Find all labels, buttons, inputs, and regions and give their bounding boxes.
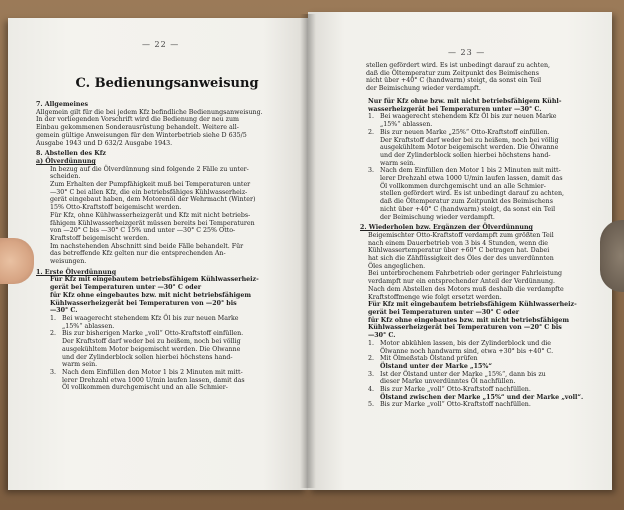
text-line: hat sich die Zähflüssigkeit des Öles der des unverdünnten — [368, 255, 554, 263]
text-line: nicht über +40° C (handwarm) steigt, da sonst ein Teil — [366, 77, 542, 85]
text-line: gerät eingebaut haben, dem Motorenöl der Wehrmacht (Winter) — [50, 196, 256, 204]
list-item — [50, 315, 298, 330]
text-line: dieser Marke unverdünntes Öl nachfüllen. — [380, 378, 516, 386]
text-line: lerer Drehzahl etwa 1000 U/min laufen lassen, damit das — [380, 175, 563, 183]
text-line: Bis zur neuen Marke „25%“ Otto-Kraftstoff einfüllen. — [380, 128, 550, 136]
section-title: 8. Abstellen des Kfz — [36, 150, 106, 158]
text-line: Ausgabe 1943 und D 632/2 Ausgabe 1943. — [36, 139, 173, 147]
page-number: — 22 — — [142, 40, 180, 49]
list-item — [50, 369, 298, 392]
text-line: Der Kraftstoff darf weder bei zu heißem, noch bei völlig — [380, 136, 559, 144]
subsection-title: 1. Erste Ölverdünnung — [36, 268, 117, 276]
text-line: —30° C bei allen Kfz, die ein betriebsfähiges Kühlwasserheiz- — [50, 188, 248, 196]
chapter-heading: C. Bedienungsanweisung — [75, 76, 259, 91]
text-line: Motor abkühlen lassen, bis der Zylinderblock und die — [380, 339, 552, 347]
text-line: Ölstand unter der Marke „15%“ — [380, 362, 493, 370]
text-line: Ist der Ölstand unter der Marke „15%“, dann bis zu — [380, 370, 546, 378]
text-line: Kraftstoff beigemischt werden. — [50, 234, 150, 242]
list-number: 3. — [50, 368, 57, 376]
text-line: der Beimischung wieder verdampft. — [380, 213, 495, 221]
text-line: Bis zur Marke „voll“ Otto-Kraftstoff nachfüllen. — [380, 386, 531, 394]
text-line: Kraftstoffmenge wie folgt ersetzt werden. — [368, 293, 502, 301]
condition-line: Kühlwasserheizgerät bei Temperaturen von —20° C bis — [368, 324, 562, 332]
condition-line: wasserheizgerät bei Temperaturen unter —30° C. — [368, 105, 542, 113]
text-line: Beigemischter Otto-Kraftstoff verdampft zum größten Teil — [368, 231, 554, 239]
text-line: Ölstand zwischen der Marke „15%“ und der Marke „voll“. — [380, 393, 584, 401]
text-line: ausgekühltem Motor beigemischt werden. Die Olwanne — [62, 345, 241, 353]
condition-line: gerät bei Temperaturen unter —30° C oder — [50, 284, 202, 292]
list-item — [368, 401, 606, 409]
list-number: 4. — [368, 386, 375, 394]
section-title: 7. Allgemeines — [36, 101, 89, 108]
list-number: 1. — [50, 314, 57, 322]
text-line: verdampft nur ein entsprechender Anteil der Verdünnung. — [368, 278, 556, 286]
text-line: Nach dem Abstellen des Motors muß deshalb die verdampfte — [368, 285, 564, 293]
text-line: und der Zylinderblock sollen hierbei höchstens hand- — [62, 353, 233, 361]
book-spine — [300, 14, 316, 488]
text-line: Nach dem Einfüllen den Motor 1 bis 2 Minuten mit mitt- — [62, 368, 243, 376]
text-line: daß die Öltemperatur zum Zeitpunkt des Beimischens — [380, 198, 553, 206]
text-line: Kühlwassertemperatur über +60° C betragen hat. Dabei — [368, 247, 550, 255]
text-line: warm sein. — [62, 361, 98, 369]
text-line: Einbau gekommenen Sonderausrüstung behandelt. Weitere all- — [36, 124, 239, 132]
text-line: Ölwanne noch handwarm sind, etwa +30° bis +40° C. — [380, 347, 554, 355]
left-page — [8, 18, 308, 490]
text-line: Für Kfz, ohne Kühlwasserheizgerät und Kfz mit nicht betriebs- — [50, 211, 251, 219]
condition-line: gerät bei Temperaturen unter —30° C oder — [368, 308, 520, 316]
list-number: 3. — [368, 370, 375, 378]
text-line: Bis zur bisherigen Marke „voll“ Otto-Kraftstoff einfüllen. — [62, 330, 244, 338]
list-number: 1. — [368, 113, 375, 121]
condition-line: —30° C. — [50, 307, 78, 315]
text-line: Bis zur Marke „voll“ Otto-Kraftstoff nachfüllen. — [380, 401, 531, 409]
text-line: Öles angeglichen. — [368, 262, 426, 270]
text-line: In der vorliegenden Vorschrift wird die Bedienung der neu zum — [36, 116, 240, 124]
text-line: stellen gefördert wird. Es ist unbedingt darauf zu achten, — [366, 62, 551, 69]
list-number: 1. — [368, 339, 375, 347]
list-item — [368, 386, 606, 401]
text-line: lerer Drehzahl etwa 1000 U/min laufen lassen, damit das — [62, 376, 245, 384]
right-page-content-top — [366, 62, 602, 93]
text-line: weisungen. — [50, 258, 87, 266]
condition-line: für Kfz ohne eingebautes bzw. mit nicht betriebsfähigem — [50, 291, 252, 299]
condition-line: Nur für Kfz ohne bzw. mit nicht betriebsfähigem Kühl- — [368, 98, 562, 105]
text-line: ausgekühltem Motor beigemischt werden. Die Ölwanne — [380, 144, 559, 152]
list-number: 2. — [50, 330, 57, 338]
list-item — [368, 167, 606, 221]
list-item — [368, 129, 606, 168]
text-line: Bei unterbrochenem Fahrbetrieb oder geringer Fahrleistung — [368, 270, 563, 278]
thumb-left — [0, 238, 34, 284]
text-line: „15%“ ablassen. — [62, 322, 115, 330]
thumb-right — [600, 220, 624, 292]
list-number: 2. — [368, 355, 375, 363]
text-line: Bei waagerecht stehendem Kfz Öl bis zur neuen Marke — [62, 314, 239, 322]
text-line: nicht über +40° C (handwarm) steigt, da sonst ein Teil — [380, 205, 556, 213]
text-line: Nach dem Einfüllen den Motor 1 bis 2 Minuten mit mitt- — [380, 167, 561, 175]
text-line: Allgemein gilt für die bei jedem Kfz befindliche Bedienungsanweisung. — [36, 108, 263, 116]
text-line: Mit Ölmeßstab Ölstand prüfen — [380, 355, 478, 363]
list-item — [50, 330, 298, 369]
subsection-title: 2. Wiederholen bzw. Ergänzen der Ölverdünnung — [360, 224, 533, 232]
list-item — [368, 371, 606, 386]
condition-line: —30° C. — [368, 332, 396, 340]
condition-line: Für Kfz mit eingebautem betriebsfähigem Kühlwasserheiz- — [368, 301, 577, 309]
text-line: fähigem Kühlwasserheizgerät müssen bereits bei Temperaturen — [50, 219, 255, 227]
text-line: Öl vollkommen durchgemischt und an alle Schmier- — [62, 384, 228, 392]
condition-line: für Kfz ohne eingebautes bzw. mit nicht betriebsfähigem — [368, 316, 570, 324]
list-number: 3. — [368, 167, 375, 175]
text-line: „15%“ ablassen. — [380, 121, 433, 129]
subsection-title: a) Ölverdünnung — [36, 157, 96, 165]
text-line: scheiden. — [50, 173, 81, 181]
page-number: — 23 — — [448, 48, 486, 57]
text-line: Der Kraftstoff darf weder bei zu heißem, noch bei völlig — [62, 338, 241, 346]
text-line: daß die Öltemperatur zum Zeitpunkt des Beimischens — [366, 69, 539, 77]
text-line: warm sein. — [380, 159, 416, 167]
text-line: Bei waagerecht stehendem Kfz Öl bis zur neuen Marke — [380, 113, 557, 121]
text-line: das betreffende Kfz gelten nur die entsprechenden An- — [50, 250, 226, 258]
condition-line: Kühlwasserheizgerät bei Temperaturen von —20° bis — [50, 299, 237, 307]
list-item — [368, 355, 606, 370]
text-line: Öl vollkommen durchgemischt und an alle Schmier- — [380, 182, 546, 190]
text-line: Im nachstehenden Abschnitt sind beide Fälle behandelt. Für — [50, 242, 244, 250]
text-line: nach einem Dauerbetrieb von 3 bis 4 Stunden, wenn die — [368, 239, 549, 247]
text-line: Zum Erhalten der Pumpfähigkeit muß bei Temperaturen unter — [50, 181, 251, 189]
list-number: 5. — [368, 401, 375, 409]
text-line: stellen gefördert wird. Es ist unbedingt darauf zu achten, — [380, 190, 565, 198]
list-number: 2. — [368, 128, 375, 136]
text-line: und der Zylinderblock sollen hierbei höchstens hand- — [380, 151, 551, 159]
text-line: von —20° C bis —30° C 15% und unter —30° C 25% Otto- — [50, 227, 236, 235]
right-page — [308, 12, 612, 490]
left-page-content — [36, 76, 298, 392]
list-item — [368, 340, 606, 355]
right-page-content — [360, 98, 606, 409]
condition-line: Für Kfz mit eingebautem betriebsfähigem Kühlwasserheiz- — [50, 276, 259, 284]
text-line: 15% Otto-Kraftstoff beigemischt werden. — [50, 204, 182, 212]
text-line: In bezug auf die Ölverdünnung sind folgende 2 Fälle zu unter- — [50, 165, 249, 173]
text-line: gemein gültige Anweisungen für den Winterbetrieb siehe D 635/5 — [36, 131, 247, 139]
list-item — [368, 113, 606, 128]
text-line: der Beimischung wieder verdampft. — [366, 85, 481, 93]
